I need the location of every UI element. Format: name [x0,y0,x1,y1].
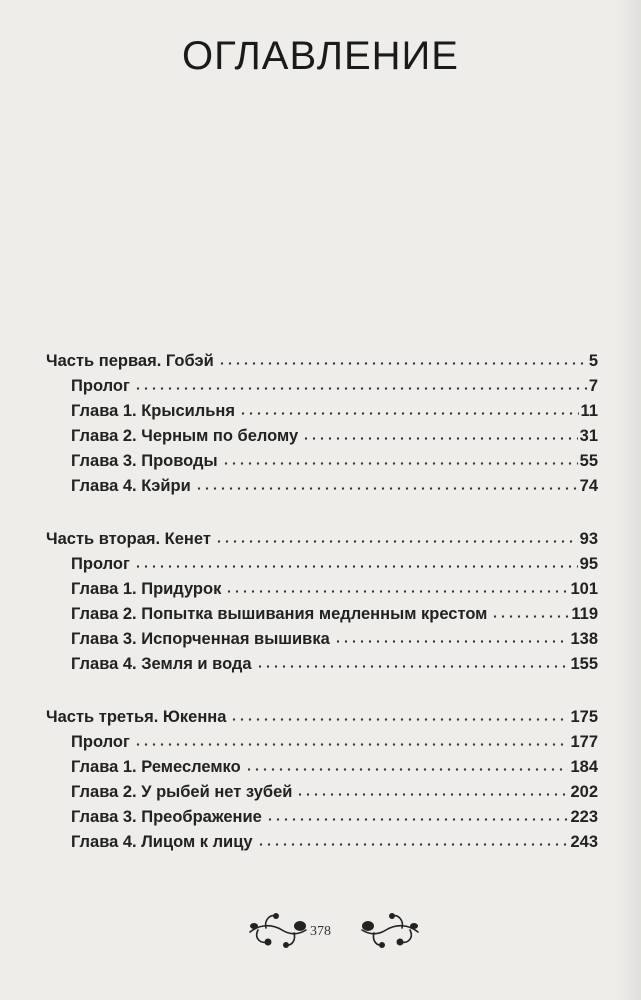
toc-chapter-label: Глава 3. Испорченная вышивка [71,630,330,648]
toc-chapter[interactable] [71,605,598,630]
leader-dots [215,540,578,543]
page-footer [0,902,641,954]
toc-chapter-label: Глава 1. Крысильня [71,402,236,420]
leader-dots [256,665,569,668]
toc-page-number: 7 [588,377,598,395]
leader-dots [491,615,569,618]
table-of-contents [46,352,598,858]
toc-chapter[interactable] [71,402,598,427]
toc-page-number: 101 [570,580,598,598]
toc-chapter[interactable] [71,808,598,833]
toc-chapter-label: Глава 2. У рыбей нет зубей [71,783,293,801]
toc-chapter-label: Пролог [71,733,130,751]
toc-page-number: 31 [579,427,598,445]
toc-page-number: 119 [571,605,598,623]
toc-page-number: 155 [570,655,598,673]
toc-page-number: 93 [579,530,598,548]
section-gap [46,502,598,530]
toc-chapter-label: Глава 1. Ремеслемко [71,758,241,776]
toc-page-number: 55 [579,452,598,470]
toc-page-number: 175 [570,708,598,726]
toc-page-number: 11 [580,402,598,420]
toc-chapter[interactable] [71,427,598,452]
toc-chapter[interactable] [71,833,598,858]
toc-part-label: Часть третья. Юкенна [46,708,227,726]
leader-dots [195,487,578,490]
leader-dots [134,743,569,746]
leader-dots [222,462,578,465]
toc-chapter-label: Глава 3. Преображение [71,808,262,826]
section-gap [46,680,598,708]
leader-dots [257,843,569,846]
toc-part-1[interactable] [46,352,598,377]
toc-chapter[interactable] [71,783,598,808]
page-title: ОГЛАВЛЕНИЕ [182,34,459,78]
toc-page-number: 95 [579,555,598,573]
leader-dots [239,412,579,415]
toc-page-number: 74 [579,477,598,495]
toc-chapter[interactable] [71,555,598,580]
toc-part-label: Часть вторая. Кенет [46,530,211,548]
toc-chapter[interactable] [71,758,598,783]
toc-chapter[interactable] [71,452,598,477]
toc-chapter-label: Глава 1. Придурок [71,580,222,598]
toc-chapter-label: Глава 3. Проводы [71,452,218,470]
toc-page-number: 5 [588,352,598,370]
toc-chapter[interactable] [71,377,598,402]
toc-chapter[interactable] [71,580,598,605]
leader-dots [134,565,578,568]
toc-chapter-label: Глава 2. Черным по белому [71,427,299,445]
toc-page-number: 177 [570,733,598,751]
toc-chapter-label: Пролог [71,555,130,573]
floral-ornament-right-icon [358,902,422,955]
page-number: 378 [310,924,331,939]
toc-page-number: 138 [570,630,598,648]
leader-dots [302,437,577,440]
toc-chapter-label: Глава 4. Кэйри [71,477,191,495]
page-fold-shadow [615,0,641,1000]
leader-dots [334,640,569,643]
toc-chapter-label: Глава 4. Лицом к лицу [71,833,253,851]
toc-chapter-label: Пролог [71,377,130,395]
toc-part-3[interactable] [46,708,598,733]
toc-part-label: Часть первая. Гобэй [46,352,214,370]
leader-dots [230,718,568,721]
leader-dots [134,387,587,390]
toc-chapter[interactable] [71,655,598,680]
toc-page-number: 223 [570,808,598,826]
toc-chapter[interactable] [71,733,598,758]
toc-page-number: 243 [570,833,598,851]
toc-page-number: 202 [570,783,598,801]
toc-chapter-label: Глава 2. Попытка вышивания медленным крестом [71,605,488,623]
toc-chapter[interactable] [71,630,598,655]
toc-chapter-label: Глава 4. Земля и вода [71,655,252,673]
leader-dots [218,362,587,365]
leader-dots [245,768,569,771]
leader-dots [266,818,569,821]
toc-chapter[interactable] [71,477,598,502]
toc-part-2[interactable] [46,530,598,555]
leader-dots [225,590,568,593]
leader-dots [296,793,568,796]
toc-page-number: 184 [570,758,598,776]
